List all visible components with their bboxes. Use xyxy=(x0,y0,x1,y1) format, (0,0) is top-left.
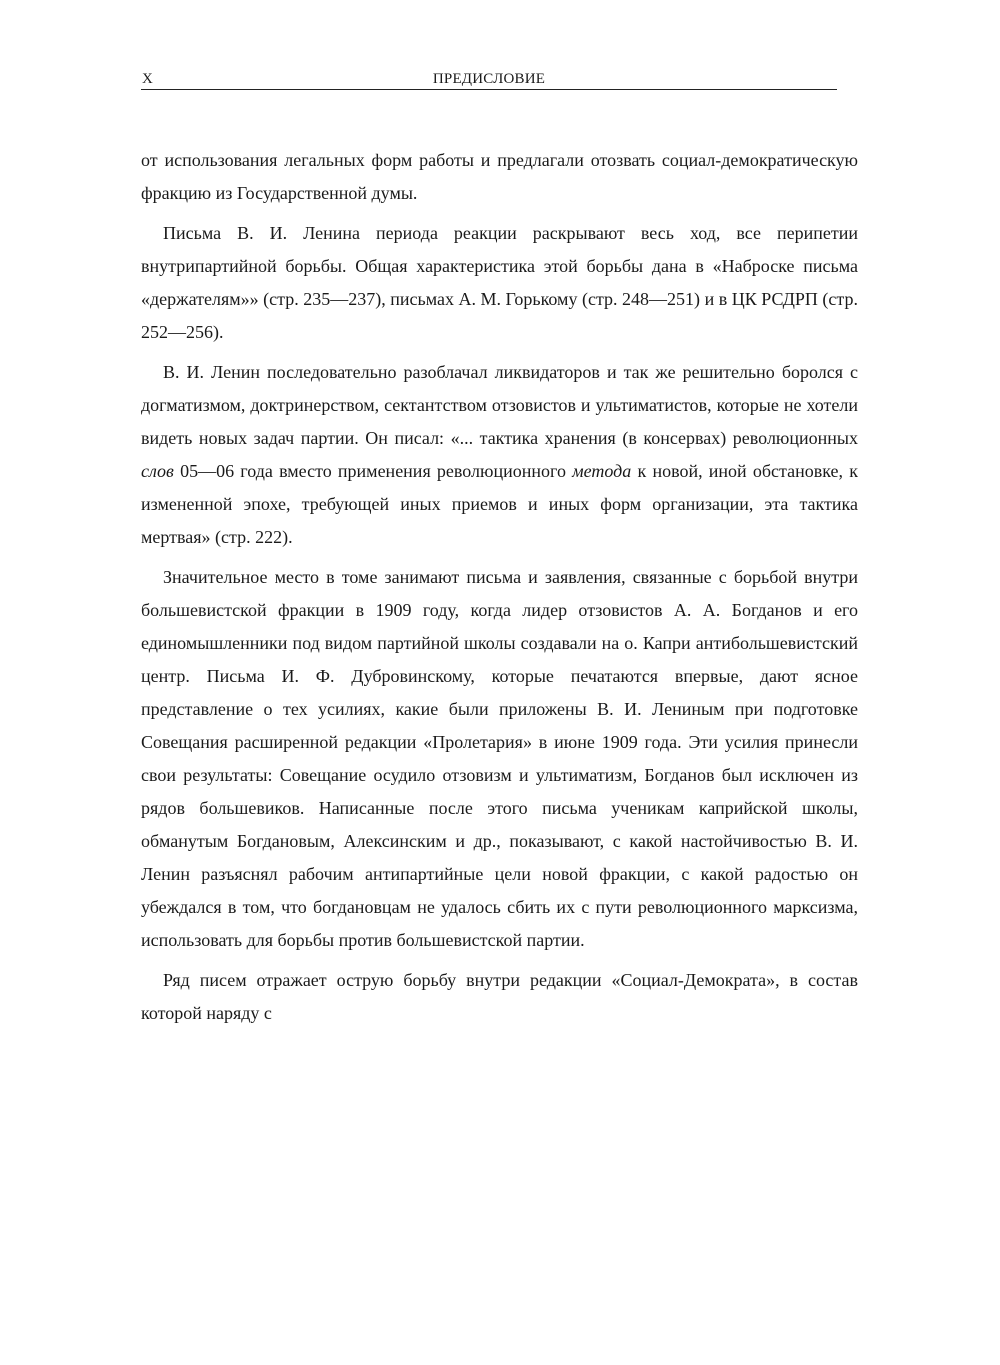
paragraph-3 xyxy=(141,356,858,554)
paragraph-3-part-2: 05—06 года вместо применения революционного xyxy=(173,461,573,481)
paragraph-2: Письма В. И. Ленина периода реакции раскрывают весь ход, все перипетии внутрипартийной борьбы. Общая характеристика этой борьбы дана в «Наброске письма «держателям»» (стр. 235—237), письмах А. М. Горькому (стр. 248—251) и в ЦК РСДРП (стр. 252—256). xyxy=(141,223,858,342)
body-text xyxy=(141,144,858,1030)
paragraph-3-part-3: к новой, иной обстановке, к измененной эпохе, требующей иных приемов и иных форм организации, эта тактика мертвая» (стр. 222). xyxy=(141,461,858,547)
running-title: ПРЕДИСЛОВИЕ xyxy=(432,71,546,87)
italic-word-slov: слов xyxy=(141,461,174,481)
paragraph-5: Ряд писем отражает острую борьбу внутри редакции «Социал-Демократа», в состав которой наряду с xyxy=(141,970,858,1023)
paragraph-3-part-1: В. И. Ленин последовательно разоблачал ликвидаторов и так же решительно боролся с догматизмом, доктринерством, сектантством отзовистов и ультиматистов, которые не хотели видеть новых задач партии. Он писал: «... тактика хранения (в консервах) революционных xyxy=(141,362,858,448)
italic-word-metoda: метода xyxy=(572,461,632,481)
paragraph-1: от использования легальных форм работы и предлагали отозвать социал-демократическую фракцию из Государственной думы. xyxy=(141,150,858,203)
paragraph-4: Значительное место в томе занимают письма и заявления, связанные с борьбой внутри большевистской фракции в 1909 году, когда лидер отзовистов А. А. Богданов и его единомышленники под видом партийной школы создавали на о. Капри антибольшевистский центр. Письма И. Ф. Дубровинскому, которые печатаются впервые, дают ясное представление о тех усилиях, какие были приложены В. И. Лениным при подготовке Совещания расширенной редакции «Пролетария» в июне 1909 года. Эти усилия принесли свои результаты: Совещание осудило отзовизм и ультиматизм, Богданов был исключен из рядов большевиков. Написанные после этого письма ученикам каприйской школы, обманутым Богдановым, Алексинским и др., показывают, с какой настойчивостью В. И. Ленин разъяснял рабочим антипартийные цели новой фракции, с какой радостью он убеждался в том, что богдановцам не удалось сбить их с пути революционного марксизма, использовать для борьбы против большевистской партии. xyxy=(141,567,858,950)
page-header xyxy=(141,70,837,90)
page-number: X xyxy=(142,71,153,87)
